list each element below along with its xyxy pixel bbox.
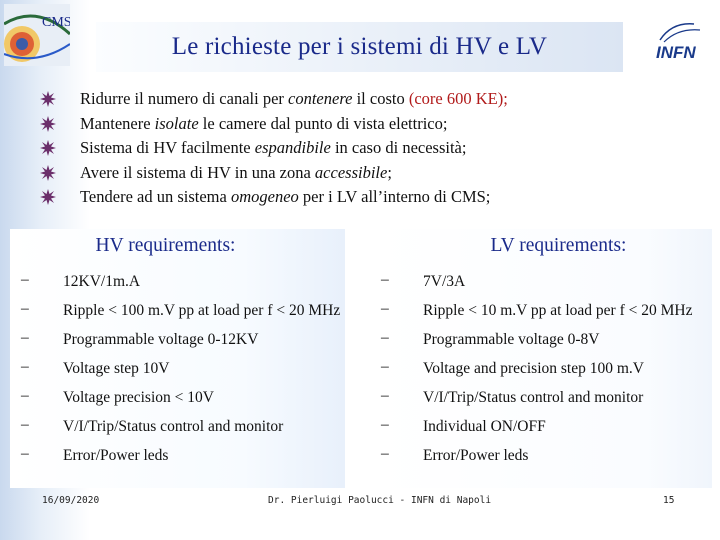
lv-requirement-item — [377, 445, 712, 466]
bullet-item — [40, 185, 680, 210]
infn-logo-text: INFN — [656, 43, 696, 62]
burst-bullet-icon — [40, 165, 56, 181]
hv-heading: HV requirements: — [95, 235, 236, 256]
hv-requirements-panel — [10, 229, 345, 488]
bullet-text-segment: (core 600 KE); — [408, 89, 508, 109]
bullet-text-segment: Mantenere — [80, 113, 155, 133]
dash-marker: – — [21, 445, 29, 462]
hv-requirement-item — [10, 271, 345, 292]
hv-requirement-item — [10, 329, 345, 350]
bullet-text-segment: Tendere ad un sistema — [80, 187, 231, 207]
lv-requirement-text: V/I/Trip/Status control and monitor — [423, 389, 644, 406]
bullet-text-segment: accessibile — [314, 162, 388, 182]
bullet-text-segment: Sistema di HV facilmente — [80, 138, 255, 158]
bullet-text-segment: isolate — [154, 113, 199, 133]
bullet-text-segment: il costo — [352, 89, 409, 109]
hv-requirement-text: V/I/Trip/Status control and monitor — [63, 418, 284, 435]
dash-marker: – — [381, 416, 389, 433]
hv-requirement-item — [10, 358, 345, 379]
lv-requirement-item — [377, 387, 712, 408]
bullet-text-segment: contenere — [288, 89, 353, 109]
bullet-text-segment: ; — [387, 162, 392, 182]
lv-requirements-panel — [377, 229, 712, 488]
burst-bullet-icon — [40, 189, 56, 205]
hv-requirement-text: Error/Power leds — [63, 447, 169, 464]
dash-marker: – — [381, 329, 389, 346]
bullet-text — [80, 114, 447, 134]
hv-requirement-text: Programmable voltage 0-12KV — [63, 331, 259, 348]
lv-requirement-text: 7V/3A — [423, 273, 466, 290]
dash-marker: – — [381, 358, 389, 375]
bullet-text — [80, 138, 466, 158]
footer-date: 16/09/2020 — [42, 495, 100, 506]
bullet-text-segment: le camere dal punto di vista elettrico; — [198, 113, 448, 133]
bullet-text — [80, 163, 392, 183]
bullet-text-segment: Ridurre il numero di canali per — [80, 89, 289, 109]
cms-logo-text: CMS — [42, 15, 70, 30]
footer-author: Dr. Pierluigi Paolucci - INFN di Napoli — [268, 495, 492, 506]
cms-logo — [4, 4, 70, 66]
hv-requirement-text: 12KV/1m.A — [63, 273, 141, 290]
bullet-text — [80, 187, 490, 207]
bullet-text-segment: Avere il sistema di HV in una zona — [80, 162, 315, 182]
bullet-text-segment: omogeneo — [230, 187, 299, 207]
bullet-text-segment: per i LV all’interno di CMS; — [298, 187, 491, 207]
bullet-text — [80, 89, 508, 109]
dash-marker: – — [381, 271, 389, 288]
lv-requirement-item — [377, 416, 712, 437]
dash-marker: – — [21, 271, 29, 288]
lv-requirement-item — [377, 300, 712, 321]
title-banner — [96, 22, 623, 72]
hv-requirement-item — [10, 445, 345, 466]
dash-marker: – — [21, 300, 29, 317]
bullet-text-segment: in caso di necessità; — [330, 138, 467, 158]
dash-marker: – — [21, 416, 29, 433]
dash-marker: – — [21, 329, 29, 346]
footer-page-number: 15 — [663, 495, 675, 506]
lv-requirement-item — [377, 271, 712, 292]
hv-requirement-item — [10, 387, 345, 408]
requirements-bullet-list — [40, 87, 680, 210]
lv-requirement-item — [377, 358, 712, 379]
lv-requirement-text: Error/Power leds — [423, 447, 529, 464]
hv-requirement-text: Voltage step 10V — [63, 360, 170, 377]
bullet-item — [40, 112, 680, 137]
lv-requirement-text: Programmable voltage 0-8V — [423, 331, 600, 348]
lv-requirement-text: Ripple < 10 m.V pp at load per f < 20 MHz — [423, 302, 693, 319]
hv-requirement-text: Ripple < 100 m.V pp at load per f < 20 MHz — [63, 302, 341, 319]
dash-marker: – — [381, 445, 389, 462]
lv-requirement-text: Individual ON/OFF — [423, 418, 546, 435]
lv-heading: LV requirements: — [490, 235, 627, 256]
burst-bullet-icon — [40, 140, 56, 156]
bullet-text-segment: espandibile — [254, 138, 331, 158]
burst-bullet-icon — [40, 116, 56, 132]
lv-requirement-item — [377, 329, 712, 350]
hv-requirement-item — [10, 300, 345, 321]
slide-title: Le richieste per i sistemi di HV e LV — [171, 33, 548, 60]
burst-bullet-icon — [40, 91, 56, 107]
infn-logo — [650, 18, 716, 68]
dash-marker: – — [21, 358, 29, 375]
hv-requirement-item — [10, 416, 345, 437]
bullet-item — [40, 161, 680, 186]
lv-requirement-text: Voltage and precision step 100 m.V — [423, 360, 644, 377]
dash-marker: – — [21, 387, 29, 404]
dash-marker: – — [381, 300, 389, 317]
hv-requirement-text: Voltage precision < 10V — [63, 389, 214, 406]
bullet-item — [40, 136, 680, 161]
bullet-item — [40, 87, 680, 112]
dash-marker: – — [381, 387, 389, 404]
